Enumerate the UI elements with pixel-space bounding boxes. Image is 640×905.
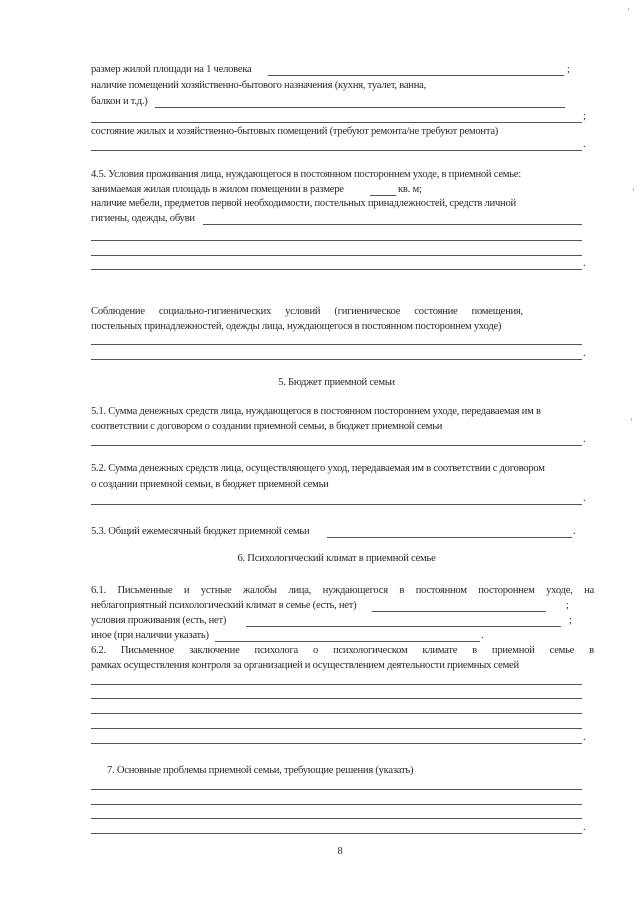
housing-condition-label: состояние жилых и хозяйственно-бытовых помещений (требуют ремонта/не требуют ремонта) [91,126,499,137]
psychologist-field-3[interactable] [91,713,582,714]
semicolon: ; [566,600,569,611]
occupied-area-field[interactable] [370,195,396,196]
other-field[interactable] [215,641,480,642]
furniture-label: наличие мебели, предметов первой необходимости, постельных принадлежностей, средств личной [91,198,516,209]
period: . [583,348,586,359]
period: . [583,139,586,150]
semicolon: ; [583,111,586,122]
furniture-field-4[interactable] [91,269,582,270]
problems-field[interactable] [91,789,582,790]
utility-rooms-field-2[interactable] [91,122,582,123]
utility-rooms-field[interactable] [155,107,565,108]
section-5-3-label: 5.3. Общий ежемесячный бюджет приемной семьи [91,526,310,537]
furniture-field[interactable] [203,224,582,225]
living-area-per-person-field[interactable] [268,75,564,76]
section-5-1-field[interactable] [91,445,582,446]
other-label: иное (при наличии указать) [91,630,209,641]
hygiene-conditions-label-cont: постельных принадлежностей, одежды лица, нуждающегося в постоянном постороннем уходе) [91,321,502,332]
problems-field-2[interactable] [91,804,582,805]
psychologist-field-5[interactable] [91,743,582,744]
psychologist-field-2[interactable] [91,698,582,699]
problems-field-3[interactable] [91,818,582,819]
section-6-2-label: 6.2. Письменное заключение психолога о психологическом климате в приемной семье в [91,645,594,656]
semicolon: ; [569,615,572,626]
section-5-2-field[interactable] [91,504,582,505]
section-5-2-label: 5.2. Сумма денежных средств лица, осуществляющего уход, передаваемая им в соответствии с договором [91,463,545,474]
living-conditions-field[interactable] [246,626,561,627]
section-7-heading: 7. Основные проблемы приемной семьи, требующие решения (указать) [107,765,414,776]
hygiene-conditions-field[interactable] [91,344,582,345]
section-6-1-label: 6.1. Письменные и устные жалобы лица, нуждающегося в постоянном постороннем уходе, на [91,585,594,596]
furniture-field-2[interactable] [91,240,582,241]
scan-speck [631,418,632,421]
section-5-heading: 5. Бюджет приемной семьи [278,377,395,388]
hygiene-label: гигиены, одежды, обуви [91,213,195,224]
psychologist-field-4[interactable] [91,728,582,729]
occupied-area-label: занимаемая жилая площадь в жилом помещении в размере [91,184,344,195]
utility-rooms-label: наличие помещений хозяйственно-бытового назначения (кухня, туалет, ванна, [91,80,426,91]
sq-m-unit: кв. м; [398,184,422,195]
semicolon: ; [567,64,570,75]
problems-field-4[interactable] [91,833,582,834]
section-6-heading: 6. Психологический климат в приемной семье [237,553,436,564]
period: . [583,258,586,269]
hygiene-conditions-label: Соблюдение социально-гигиенических условий (гигиеническое состояние помещения, [91,306,523,317]
section-5-3-field[interactable] [327,537,572,538]
living-conditions-label: условия проживания (есть, нет) [91,615,227,626]
section-5-1-label: 5.1. Сумма денежных средств лица, нуждающегося в постоянном постороннем уходе, передаваемая им в [91,406,541,417]
period: . [583,493,586,504]
period: . [583,822,586,833]
section-4-5-heading: 4.5. Условия проживания лица, нуждающегося в постоянном постороннем уходе, в приемной семье: [91,169,521,180]
psychologist-field[interactable] [91,684,582,685]
section-5-2-label-cont: о создании приемной семьи, в бюджет приемной семьи [91,479,329,490]
furniture-field-3[interactable] [91,255,582,256]
period: . [573,526,576,537]
page-number: 8 [337,846,343,857]
section-6-2-label-cont: рамках осуществления контроля за организацией и осуществлением деятельности приемных семей [91,660,519,671]
scan-speck [628,8,629,11]
complaints-field[interactable] [372,611,546,612]
section-6-1-label-cont: неблагоприятный психологический климат в семье (есть, нет) [91,600,357,611]
utility-rooms-label-cont: балкон и т.д.) [91,96,148,107]
scan-speck [633,188,634,191]
housing-condition-field[interactable] [91,150,582,151]
period: . [583,434,586,445]
period: . [481,630,484,641]
living-area-per-person-label: размер жилой площади на 1 человека [91,64,252,75]
section-5-1-label-cont: соответствии с договором о создании приемной семьи, в бюджет приемной семьи [91,421,443,432]
period: . [583,732,586,743]
hygiene-conditions-field-2[interactable] [91,359,582,360]
